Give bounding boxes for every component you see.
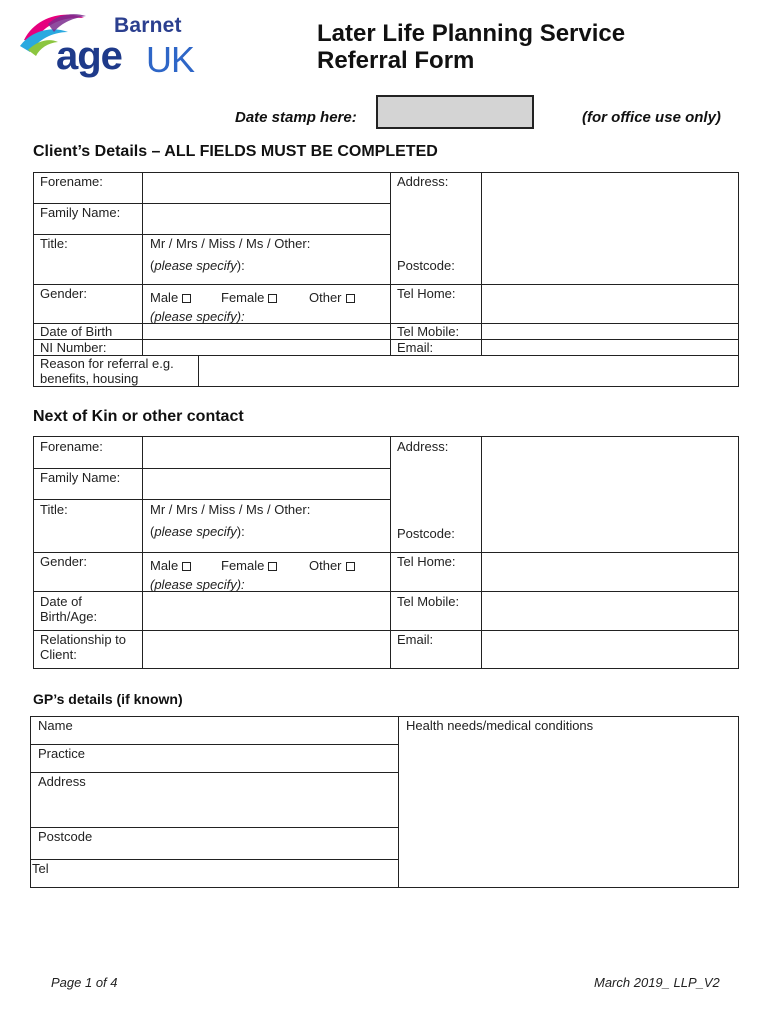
gp-address-field[interactable]	[31, 773, 397, 826]
checkbox-icon[interactable]	[346, 294, 355, 303]
kin-relationship-label: Relationship to Client:	[40, 632, 126, 662]
client-forename-field[interactable]	[143, 173, 389, 202]
age-uk-logo	[18, 8, 198, 84]
date-stamp-label: Date stamp here:	[235, 109, 357, 126]
kin-email-label: Email:	[397, 632, 434, 647]
kin-gender-specify: (please specify):	[150, 577, 245, 592]
kin-dob-label: Date of Birth/Age:	[40, 594, 98, 624]
client-tel-home-field[interactable]	[482, 285, 738, 322]
gp-name-label: Name	[38, 718, 73, 733]
kin-relationship-field[interactable]	[143, 631, 389, 668]
checkbox-icon[interactable]	[268, 294, 277, 303]
client-tel-mobile-label: Tel Mobile:	[397, 324, 460, 339]
gp-practice-field[interactable]	[31, 745, 397, 771]
kin-postcode-label: Postcode:	[397, 526, 455, 541]
gp-tel-label: Tel	[32, 861, 49, 876]
health-needs-field[interactable]	[399, 734, 738, 887]
kin-family-name-label: Family Name:	[40, 470, 121, 485]
kin-tel-mobile-field[interactable]	[482, 592, 738, 629]
client-title-specify: (please specify):	[150, 258, 245, 273]
gp-tel-field[interactable]	[31, 860, 397, 887]
kin-forename-label: Forename:	[40, 439, 103, 454]
kin-tel-mobile-label: Tel Mobile:	[397, 594, 460, 609]
page-title: Later Life Planning Service Referral Form	[317, 20, 626, 74]
client-gender-female[interactable]: Female	[221, 290, 277, 305]
date-stamp-box[interactable]	[376, 95, 534, 129]
client-title-options[interactable]: Mr / Mrs / Miss / Ms / Other:	[150, 236, 311, 251]
kin-gender-female[interactable]: Female	[221, 558, 277, 573]
page-number: Page 1 of 4	[51, 975, 118, 990]
logo-uk-text: UK	[146, 39, 195, 80]
gp-postcode-label: Postcode	[38, 829, 93, 844]
kin-section-heading: Next of Kin or other contact	[33, 408, 244, 425]
logo-barnet-text: Barnet	[114, 14, 182, 37]
kin-title-label: Title:	[40, 502, 68, 517]
gp-postcode-field[interactable]	[31, 828, 397, 858]
kin-gender-other[interactable]: Other	[309, 558, 355, 573]
logo-age-text: age	[56, 34, 122, 78]
client-tel-mobile-field[interactable]	[482, 324, 738, 338]
client-gender-label: Gender:	[40, 286, 87, 301]
kin-tel-home-label: Tel Home:	[397, 554, 456, 569]
client-email-field[interactable]	[482, 340, 738, 354]
client-ni-label: NI Number:	[40, 340, 107, 355]
client-family-name-field[interactable]	[143, 204, 389, 233]
kin-forename-field[interactable]	[143, 437, 389, 467]
client-email-label: Email:	[397, 340, 434, 355]
checkbox-icon[interactable]	[182, 562, 191, 571]
gp-practice-label: Practice	[38, 746, 85, 761]
kin-tel-home-field[interactable]	[482, 553, 738, 590]
client-title-label: Title:	[40, 236, 68, 251]
kin-gender-label: Gender:	[40, 554, 87, 569]
client-reason-label: Reason for referral e.g. benefits, housing	[40, 356, 174, 386]
checkbox-icon[interactable]	[346, 562, 355, 571]
kin-family-name-field[interactable]	[143, 469, 389, 498]
client-gender-specify: (please specify):	[150, 309, 245, 324]
client-tel-home-label: Tel Home:	[397, 286, 456, 301]
office-use-note: (for office use only)	[582, 109, 721, 126]
gp-address-label: Address	[38, 774, 86, 789]
checkbox-icon[interactable]	[268, 562, 277, 571]
client-family-name-label: Family Name:	[40, 205, 121, 220]
kin-address-field[interactable]	[482, 437, 738, 551]
kin-dob-field[interactable]	[143, 592, 389, 629]
client-section-heading: Client’s Details – ALL FIELDS MUST BE COMPLETED	[33, 143, 438, 160]
client-dob-field[interactable]	[143, 324, 389, 338]
client-gender-other[interactable]: Other	[309, 290, 355, 305]
gp-section-heading: GP’s details (if known)	[33, 691, 183, 707]
kin-title-options[interactable]: Mr / Mrs / Miss / Ms / Other:	[150, 502, 311, 517]
client-reason-field[interactable]	[199, 356, 738, 386]
client-gender-male[interactable]: Male	[150, 290, 191, 305]
kin-gender-male[interactable]: Male	[150, 558, 191, 573]
gp-name-field[interactable]	[31, 717, 397, 743]
client-ni-field[interactable]	[143, 340, 389, 354]
kin-address-label: Address:	[397, 439, 449, 454]
kin-title-specify: (please specify):	[150, 524, 245, 539]
health-needs-label: Health needs/medical conditions	[406, 718, 594, 733]
client-address-field[interactable]	[482, 173, 738, 283]
client-address-label: Address:	[397, 174, 449, 189]
client-forename-label: Forename:	[40, 174, 103, 189]
kin-email-field[interactable]	[482, 631, 738, 668]
client-dob-label: Date of Birth	[40, 324, 113, 339]
document-version: March 2019_ LLP_V2	[594, 975, 720, 990]
checkbox-icon[interactable]	[182, 294, 191, 303]
client-postcode-label: Postcode:	[397, 258, 455, 273]
